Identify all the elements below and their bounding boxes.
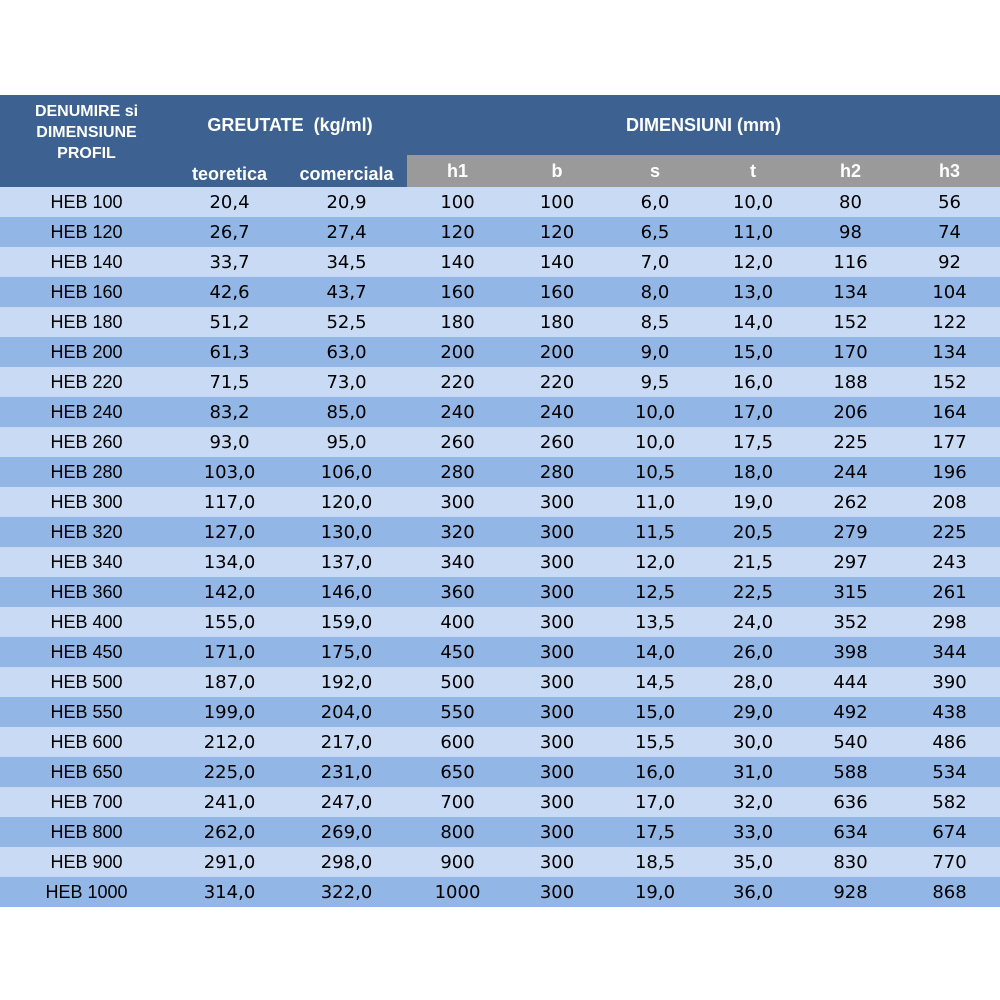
table-row [0, 697, 1000, 727]
table-row [0, 517, 1000, 547]
table-row [0, 877, 1000, 907]
h2-cell: 398 [802, 637, 899, 667]
h3-cell: 164 [899, 397, 1000, 427]
h2-cell: 206 [802, 397, 899, 427]
h2-cell: 188 [802, 367, 899, 397]
h3-cell: 152 [899, 367, 1000, 397]
s-cell: 7,0 [606, 247, 704, 277]
weight-commercial-cell: 73,0 [286, 367, 407, 397]
weight-commercial-cell: 120,0 [286, 487, 407, 517]
profile-name-cell: HEB 300 [0, 487, 173, 517]
profile-name-cell: HEB 1000 [0, 877, 173, 907]
s-cell: 15,5 [606, 727, 704, 757]
table-row [0, 337, 1000, 367]
table-row [0, 217, 1000, 247]
t-cell: 16,0 [704, 367, 802, 397]
h2-cell: 170 [802, 337, 899, 367]
profile-name-header-line-2: DIMENSIUNE [36, 124, 137, 141]
h2-cell: 634 [802, 817, 899, 847]
h1-cell: 300 [407, 487, 508, 517]
h2-cell: 225 [802, 427, 899, 457]
weight-commercial-cell: 34,5 [286, 247, 407, 277]
weight-theoretical-cell: 93,0 [173, 427, 286, 457]
b-cell: 200 [508, 337, 606, 367]
weight-theoretical-cell: 20,4 [173, 187, 286, 217]
s-cell: 10,0 [606, 397, 704, 427]
h2-cell: 636 [802, 787, 899, 817]
weight-theoretical-header: teoretica [173, 155, 286, 187]
h3-cell: 770 [899, 847, 1000, 877]
b-cell: 220 [508, 367, 606, 397]
b-cell: 300 [508, 667, 606, 697]
profile-name-cell: HEB 100 [0, 187, 173, 217]
t-cell: 22,5 [704, 577, 802, 607]
t-cell: 17,5 [704, 427, 802, 457]
h1-cell: 1000 [407, 877, 508, 907]
s-cell: 9,0 [606, 337, 704, 367]
h2-cell: 279 [802, 517, 899, 547]
h1-cell: 240 [407, 397, 508, 427]
b-cell: 300 [508, 817, 606, 847]
h2-cell: 244 [802, 457, 899, 487]
profile-name-cell: HEB 340 [0, 547, 173, 577]
table-row [0, 577, 1000, 607]
h2-cell: 444 [802, 667, 899, 697]
weight-commercial-cell: 204,0 [286, 697, 407, 727]
weight-commercial-header: comerciala [286, 155, 407, 187]
profile-name-header-line-3: PROFIL [57, 145, 116, 162]
h1-cell: 650 [407, 757, 508, 787]
profile-name-cell: HEB 200 [0, 337, 173, 367]
h3-cell: 534 [899, 757, 1000, 787]
t-cell: 14,0 [704, 307, 802, 337]
t-cell: 26,0 [704, 637, 802, 667]
table-row [0, 307, 1000, 337]
weight-commercial-cell: 146,0 [286, 577, 407, 607]
b-cell: 300 [508, 607, 606, 637]
t-cell: 29,0 [704, 697, 802, 727]
h1-cell: 280 [407, 457, 508, 487]
t-cell: 15,0 [704, 337, 802, 367]
h2-cell: 352 [802, 607, 899, 637]
b-cell: 260 [508, 427, 606, 457]
h1-cell: 500 [407, 667, 508, 697]
b-cell: 180 [508, 307, 606, 337]
weight-theoretical-cell: 83,2 [173, 397, 286, 427]
weight-theoretical-cell: 212,0 [173, 727, 286, 757]
h3-cell: 868 [899, 877, 1000, 907]
weight-commercial-cell: 27,4 [286, 217, 407, 247]
h1-cell: 340 [407, 547, 508, 577]
weight-theoretical-cell: 199,0 [173, 697, 286, 727]
profile-name-cell: HEB 220 [0, 367, 173, 397]
h1-cell: 220 [407, 367, 508, 397]
weight-theoretical-cell: 26,7 [173, 217, 286, 247]
dim-s-header: s [606, 155, 704, 187]
t-cell: 17,0 [704, 397, 802, 427]
profile-name-cell: HEB 600 [0, 727, 173, 757]
h1-cell: 160 [407, 277, 508, 307]
table-row [0, 817, 1000, 847]
table-row [0, 727, 1000, 757]
h3-cell: 92 [899, 247, 1000, 277]
h1-cell: 260 [407, 427, 508, 457]
table-row [0, 787, 1000, 817]
s-cell: 8,5 [606, 307, 704, 337]
weight-group-header: GREUTATE (kg/ml) [173, 95, 407, 155]
h2-cell: 152 [802, 307, 899, 337]
weight-theoretical-cell: 262,0 [173, 817, 286, 847]
s-cell: 6,0 [606, 187, 704, 217]
weight-theoretical-cell: 71,5 [173, 367, 286, 397]
table-row [0, 247, 1000, 277]
heb-profile-table [0, 95, 1000, 907]
h2-cell: 928 [802, 877, 899, 907]
table-row [0, 847, 1000, 877]
table-row [0, 187, 1000, 217]
weight-theoretical-cell: 291,0 [173, 847, 286, 877]
weight-commercial-cell: 231,0 [286, 757, 407, 787]
h1-cell: 400 [407, 607, 508, 637]
profile-name-cell: HEB 900 [0, 847, 173, 877]
h1-cell: 180 [407, 307, 508, 337]
dim-h1-header: h1 [407, 155, 508, 187]
b-cell: 300 [508, 877, 606, 907]
h3-cell: 134 [899, 337, 1000, 367]
h2-cell: 830 [802, 847, 899, 877]
weight-commercial-cell: 85,0 [286, 397, 407, 427]
weight-commercial-cell: 322,0 [286, 877, 407, 907]
s-cell: 8,0 [606, 277, 704, 307]
h3-cell: 56 [899, 187, 1000, 217]
table-row [0, 427, 1000, 457]
weight-commercial-cell: 43,7 [286, 277, 407, 307]
profile-name-cell: HEB 140 [0, 247, 173, 277]
profile-name-cell: HEB 240 [0, 397, 173, 427]
b-cell: 300 [508, 757, 606, 787]
weight-commercial-cell: 298,0 [286, 847, 407, 877]
h3-cell: 74 [899, 217, 1000, 247]
weight-theoretical-cell: 117,0 [173, 487, 286, 517]
weight-commercial-cell: 130,0 [286, 517, 407, 547]
t-cell: 33,0 [704, 817, 802, 847]
h2-cell: 98 [802, 217, 899, 247]
h1-cell: 200 [407, 337, 508, 367]
weight-commercial-cell: 247,0 [286, 787, 407, 817]
h2-cell: 116 [802, 247, 899, 277]
t-cell: 28,0 [704, 667, 802, 697]
s-cell: 17,5 [606, 817, 704, 847]
h3-cell: 261 [899, 577, 1000, 607]
table-row [0, 667, 1000, 697]
s-cell: 13,5 [606, 607, 704, 637]
t-cell: 12,0 [704, 247, 802, 277]
h3-cell: 225 [899, 517, 1000, 547]
weight-commercial-cell: 217,0 [286, 727, 407, 757]
weight-theoretical-cell: 61,3 [173, 337, 286, 367]
weight-theoretical-cell: 171,0 [173, 637, 286, 667]
s-cell: 12,5 [606, 577, 704, 607]
s-cell: 10,0 [606, 427, 704, 457]
h3-cell: 177 [899, 427, 1000, 457]
header-row-top [0, 95, 1000, 155]
h1-cell: 360 [407, 577, 508, 607]
t-cell: 24,0 [704, 607, 802, 637]
s-cell: 12,0 [606, 547, 704, 577]
b-cell: 300 [508, 547, 606, 577]
b-cell: 120 [508, 217, 606, 247]
h2-cell: 297 [802, 547, 899, 577]
table-row [0, 277, 1000, 307]
profile-name-cell: HEB 500 [0, 667, 173, 697]
weight-theoretical-cell: 51,2 [173, 307, 286, 337]
h2-cell: 134 [802, 277, 899, 307]
h3-cell: 208 [899, 487, 1000, 517]
h3-cell: 122 [899, 307, 1000, 337]
weight-commercial-cell: 20,9 [286, 187, 407, 217]
profile-name-cell: HEB 280 [0, 457, 173, 487]
weight-theoretical-cell: 155,0 [173, 607, 286, 637]
profile-name-cell: HEB 320 [0, 517, 173, 547]
b-cell: 240 [508, 397, 606, 427]
profile-name-cell: HEB 120 [0, 217, 173, 247]
s-cell: 11,5 [606, 517, 704, 547]
t-cell: 11,0 [704, 217, 802, 247]
h3-cell: 196 [899, 457, 1000, 487]
b-cell: 300 [508, 487, 606, 517]
s-cell: 9,5 [606, 367, 704, 397]
weight-commercial-cell: 137,0 [286, 547, 407, 577]
weight-theoretical-cell: 142,0 [173, 577, 286, 607]
profile-name-cell: HEB 450 [0, 637, 173, 667]
b-cell: 300 [508, 787, 606, 817]
h2-cell: 492 [802, 697, 899, 727]
weight-commercial-cell: 52,5 [286, 307, 407, 337]
table-row [0, 607, 1000, 637]
s-cell: 17,0 [606, 787, 704, 817]
h1-cell: 320 [407, 517, 508, 547]
dim-t-header: t [704, 155, 802, 187]
h1-cell: 600 [407, 727, 508, 757]
h1-cell: 140 [407, 247, 508, 277]
t-cell: 19,0 [704, 487, 802, 517]
b-cell: 300 [508, 517, 606, 547]
s-cell: 6,5 [606, 217, 704, 247]
table-row [0, 547, 1000, 577]
h2-cell: 540 [802, 727, 899, 757]
table-row [0, 367, 1000, 397]
weight-theoretical-cell: 225,0 [173, 757, 286, 787]
h3-cell: 390 [899, 667, 1000, 697]
weight-theoretical-cell: 134,0 [173, 547, 286, 577]
table-row [0, 397, 1000, 427]
h2-cell: 80 [802, 187, 899, 217]
dim-h3-header: h3 [899, 155, 1000, 187]
b-cell: 280 [508, 457, 606, 487]
s-cell: 16,0 [606, 757, 704, 787]
profile-name-header [0, 95, 173, 187]
h3-cell: 298 [899, 607, 1000, 637]
h2-cell: 262 [802, 487, 899, 517]
h2-cell: 315 [802, 577, 899, 607]
t-cell: 31,0 [704, 757, 802, 787]
weight-commercial-cell: 175,0 [286, 637, 407, 667]
dimensions-group-header: DIMENSIUNI (mm) [407, 95, 1000, 155]
s-cell: 10,5 [606, 457, 704, 487]
profile-name-cell: HEB 700 [0, 787, 173, 817]
b-cell: 300 [508, 697, 606, 727]
table-row [0, 637, 1000, 667]
weight-commercial-cell: 95,0 [286, 427, 407, 457]
profile-name-cell: HEB 260 [0, 427, 173, 457]
profile-name-cell: HEB 360 [0, 577, 173, 607]
h3-cell: 674 [899, 817, 1000, 847]
t-cell: 30,0 [704, 727, 802, 757]
b-cell: 140 [508, 247, 606, 277]
dim-h2-header: h2 [802, 155, 899, 187]
h1-cell: 550 [407, 697, 508, 727]
weight-theoretical-cell: 33,7 [173, 247, 286, 277]
t-cell: 35,0 [704, 847, 802, 877]
h3-cell: 582 [899, 787, 1000, 817]
s-cell: 18,5 [606, 847, 704, 877]
h1-cell: 800 [407, 817, 508, 847]
b-cell: 300 [508, 847, 606, 877]
dim-b-header: b [508, 155, 606, 187]
h1-cell: 100 [407, 187, 508, 217]
table-row [0, 457, 1000, 487]
weight-theoretical-cell: 127,0 [173, 517, 286, 547]
t-cell: 36,0 [704, 877, 802, 907]
profile-name-cell: HEB 180 [0, 307, 173, 337]
weight-commercial-cell: 192,0 [286, 667, 407, 697]
profile-name-header-line-1: DENUMIRE si [34, 103, 139, 120]
profile-name-cell: HEB 650 [0, 757, 173, 787]
weight-theoretical-cell: 241,0 [173, 787, 286, 817]
b-cell: 300 [508, 727, 606, 757]
s-cell: 14,0 [606, 637, 704, 667]
h2-cell: 588 [802, 757, 899, 787]
h1-cell: 450 [407, 637, 508, 667]
s-cell: 19,0 [606, 877, 704, 907]
weight-commercial-cell: 106,0 [286, 457, 407, 487]
s-cell: 15,0 [606, 697, 704, 727]
t-cell: 18,0 [704, 457, 802, 487]
b-cell: 300 [508, 637, 606, 667]
table-body [0, 187, 1000, 907]
b-cell: 160 [508, 277, 606, 307]
weight-theoretical-cell: 314,0 [173, 877, 286, 907]
s-cell: 11,0 [606, 487, 704, 517]
t-cell: 21,5 [704, 547, 802, 577]
weight-theoretical-cell: 187,0 [173, 667, 286, 697]
weight-theoretical-cell: 42,6 [173, 277, 286, 307]
t-cell: 32,0 [704, 787, 802, 817]
h1-cell: 700 [407, 787, 508, 817]
b-cell: 300 [508, 577, 606, 607]
h3-cell: 486 [899, 727, 1000, 757]
h3-cell: 243 [899, 547, 1000, 577]
profile-name-cell: HEB 160 [0, 277, 173, 307]
table-row [0, 487, 1000, 517]
weight-commercial-cell: 63,0 [286, 337, 407, 367]
profile-name-cell: HEB 400 [0, 607, 173, 637]
t-cell: 20,5 [704, 517, 802, 547]
h3-cell: 104 [899, 277, 1000, 307]
h1-cell: 900 [407, 847, 508, 877]
profile-name-cell: HEB 550 [0, 697, 173, 727]
weight-commercial-cell: 269,0 [286, 817, 407, 847]
h3-cell: 438 [899, 697, 1000, 727]
h1-cell: 120 [407, 217, 508, 247]
s-cell: 14,5 [606, 667, 704, 697]
profile-name-cell: HEB 800 [0, 817, 173, 847]
t-cell: 13,0 [704, 277, 802, 307]
weight-commercial-cell: 159,0 [286, 607, 407, 637]
b-cell: 100 [508, 187, 606, 217]
table-row [0, 757, 1000, 787]
t-cell: 10,0 [704, 187, 802, 217]
h3-cell: 344 [899, 637, 1000, 667]
weight-theoretical-cell: 103,0 [173, 457, 286, 487]
